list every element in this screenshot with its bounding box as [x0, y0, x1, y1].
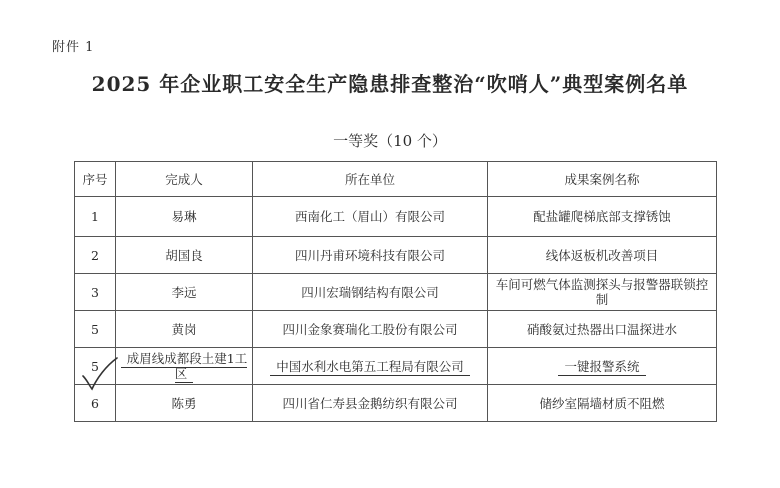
cell-no: 1: [75, 197, 116, 237]
table-row: [75, 274, 717, 311]
cell-person: [116, 348, 253, 385]
column-header-no: 序号: [75, 162, 116, 197]
cell-person: 李远: [116, 274, 253, 311]
cell-no: 6: [75, 385, 116, 422]
cell-person: 易琳: [116, 197, 253, 237]
cell-case-text: 一键报警系统: [558, 359, 645, 376]
cell-person-text: 成眉线成都段土建1工区: [121, 351, 247, 383]
table-row: [75, 311, 717, 348]
cell-case: [488, 348, 717, 385]
column-header-person: 完成人: [116, 162, 253, 197]
cell-no: 5: [75, 311, 116, 348]
section-title: 一等奖（10 个）: [333, 132, 447, 150]
cell-unit: 西南化工（眉山）有限公司: [253, 197, 488, 237]
cell-case: 线体返板机改善项目: [488, 237, 717, 274]
cell-person: 陈勇: [116, 385, 253, 422]
cell-unit: 四川宏瑞钢结构有限公司: [253, 274, 488, 311]
column-header-unit: 所在单位: [253, 162, 488, 197]
table-row: [75, 237, 717, 274]
cell-case: 储纱室隔墙材质不阻燃: [488, 385, 717, 422]
cell-unit-text: 中国水利水电第五工程局有限公司: [270, 359, 470, 376]
column-header-case: 成果案例名称: [488, 162, 717, 197]
cell-unit: 四川金象赛瑞化工股份有限公司: [253, 311, 488, 348]
cell-person: 胡国良: [116, 237, 253, 274]
cell-unit: 四川丹甫环境科技有限公司: [253, 237, 488, 274]
cell-no: 3: [75, 274, 116, 311]
cell-no: 5: [75, 348, 116, 385]
document-title: 2025 年企业职工安全生产隐患排查整治“吹哨人”典型案例名单: [91, 72, 689, 96]
cell-person: 黄岗: [116, 311, 253, 348]
table-row: [75, 197, 717, 237]
cell-unit: [253, 348, 488, 385]
cell-case: 配盐罐爬梯底部支撑锈蚀: [488, 197, 717, 237]
cell-unit: 四川省仁寿县金鹅纺织有限公司: [253, 385, 488, 422]
cell-case: 硝酸氨过热器出口温探进水: [488, 311, 717, 348]
table-row: [75, 385, 717, 422]
cell-no: 2: [75, 237, 116, 274]
table-header-row: [75, 162, 717, 197]
attachment-label: 附件 1: [52, 40, 95, 55]
table-row: [75, 348, 717, 385]
award-table: [74, 161, 717, 422]
cell-case: 车间可燃气体监测探头与报警器联锁控制: [488, 274, 717, 311]
